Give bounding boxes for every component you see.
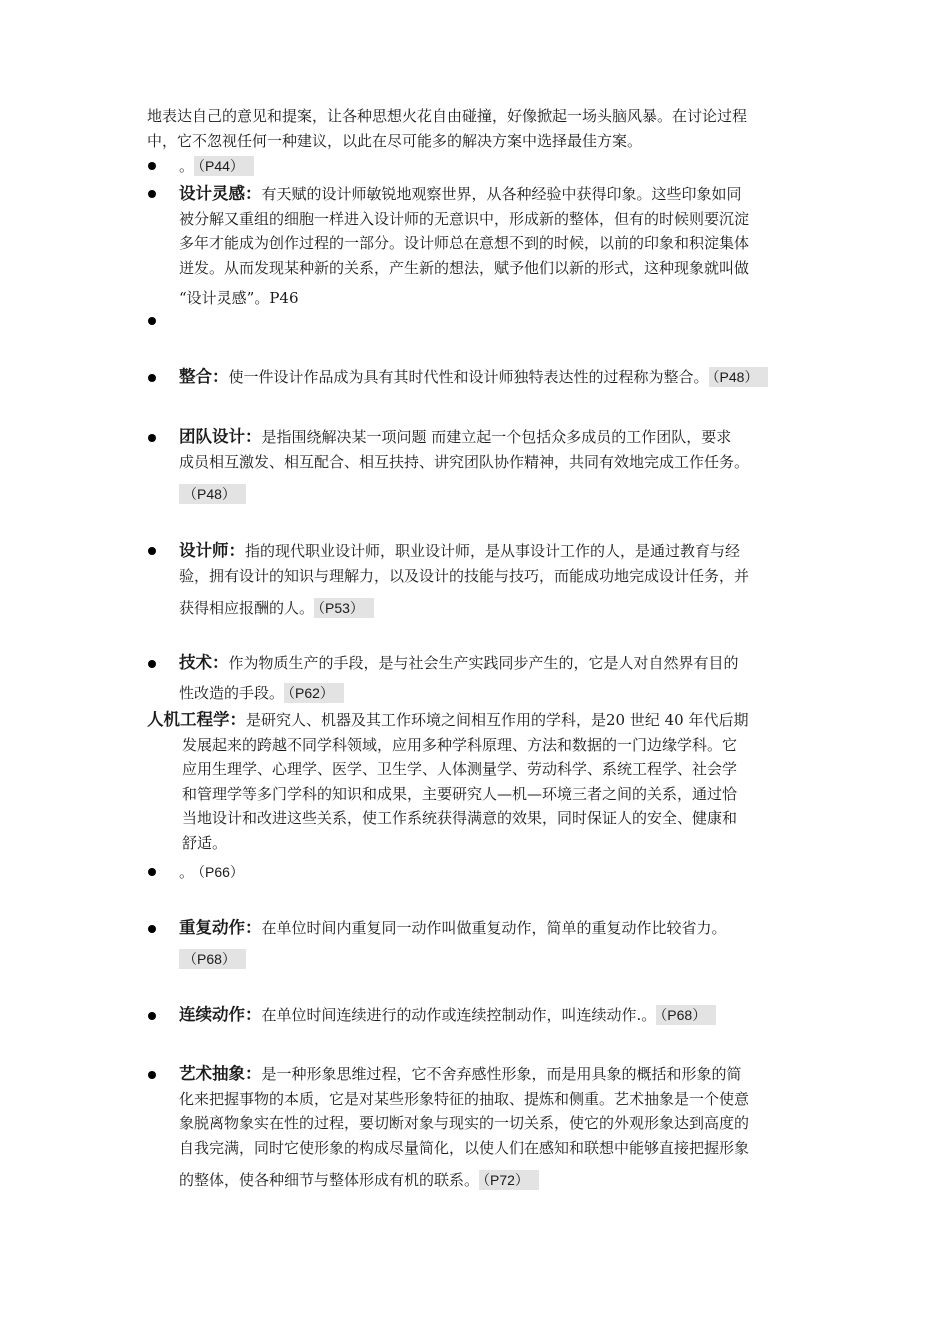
bullet-icon (148, 190, 156, 198)
page-ref: （P62） (284, 683, 344, 703)
definition-line: 是一种形象思维过程，它不舍弃感性形象，而是用具象的概括和形象的简 (261, 1065, 742, 1083)
definition-line: 在单位时间内重复同一动作叫做重复动作，简单的重复动作比较省力。 (261, 919, 727, 937)
definition-line: 的整体，使各种细节与整体形成有机的联系。 (179, 1171, 480, 1189)
item-ergonomics (147, 708, 748, 855)
bullet-icon (148, 434, 156, 442)
item-technology (179, 651, 739, 705)
definition-line: 化来把握事物的本质，它是对某些形象特征的抽取、提炼和侧重。艺术抽象是一个使意 (179, 1089, 750, 1108)
term-heading: 整合： (179, 367, 229, 386)
term-heading: 人机工程学： (147, 710, 246, 729)
bullet-icon (148, 1012, 156, 1020)
intro-line-1: 地表达自己的意见和提案，让各种思想火花自由碰撞，好像掀起一场头脑风暴。在讨论过程 (147, 107, 748, 125)
definition-line: 被分解又重组的细胞一样进入设计师的无意识中，形成新的整体，但有的时候则要沉淀 (179, 209, 750, 228)
definition-line: 和管理学等多门学科的知识和成果，主要研究人—机—环境三者之间的关系，通过恰 (182, 784, 738, 803)
bullet-icon (148, 547, 156, 555)
definition-line: 作为物质生产的手段，是与社会生产实践同步产生的，它是人对自然界有目的 (228, 654, 739, 672)
bullet-icon (148, 660, 156, 668)
item-continuous-action (179, 1003, 716, 1028)
intro-paragraph (147, 104, 747, 153)
item-art-abstraction (179, 1062, 749, 1193)
bullet-icon (148, 868, 156, 876)
intro-line-2: 中，它不忽视任何一种建议，以此在尽可能多的解决方案中选择最佳方案。 (147, 131, 643, 150)
definition-line: 在单位时间连续进行的动作或连续控制动作，叫连续动作.。 (261, 1006, 657, 1024)
item-team-design (179, 425, 749, 507)
page-ref: （P68） (656, 1005, 716, 1025)
page-ref: （P48） (709, 367, 769, 387)
term-heading: 团队设计： (179, 427, 262, 446)
definition-line: 应用生理学、心理学、医学、卫生学、人体测量学、劳动科学、系统工程学、社会学 (182, 760, 738, 778)
definition-line: 有天赋的设计师敏锐地观察世界，从各种经验中获得印象。这些印象如同 (261, 185, 742, 203)
page-ref: （P68） (179, 949, 246, 969)
item-repeat-action (179, 916, 727, 971)
term-heading: 设计师： (179, 541, 245, 560)
page-ref: （P44） (194, 156, 254, 176)
bullet-icon (148, 374, 156, 382)
term-heading: 技术： (179, 653, 229, 672)
item-p44-text: 。 (179, 157, 195, 175)
definition-line: “设计灵感”。P46 (179, 289, 299, 307)
definition-line: 舒适。 (182, 833, 228, 852)
definition-line: 是研究人、机器及其工作环境之间相互作用的学科，是20 世纪 40 年代后期 (246, 711, 749, 729)
bullet-icon (148, 162, 156, 170)
definition-line: 性改造的手段。 (179, 683, 285, 702)
definition-line: 指的现代职业设计师，职业设计师，是从事设计工作的人，是通过教育与经 (245, 542, 741, 560)
page-ref: （P48） (179, 484, 246, 504)
bullet-icon (148, 925, 156, 933)
page-ref: （P66） (194, 862, 254, 882)
definition-line: 发展起来的跨越不同学科领域，应用多种学科原理、方法和数据的一门边缘学科。它 (182, 735, 738, 754)
definition-line: 迸发。从而发现某种新的关系，产生新的想法，赋予他们以新的形式，这种现象就叫做 (179, 258, 750, 277)
page-ref: （P53） (314, 598, 374, 618)
bullet-icon (148, 1071, 156, 1079)
definition-line: 验，拥有设计的知识与理解力，以及设计的技能与技巧，而能成功地完成设计任务，并 (179, 566, 750, 585)
item-integration (179, 365, 768, 390)
definition-line: 使一件设计作品成为具有其时代性和设计师独特表达性的过程称为整合。 (228, 368, 709, 386)
term-heading: 重复动作： (179, 918, 262, 937)
page-ref: （P72） (479, 1170, 539, 1190)
definition-line: 多年才能成为创作过程的一部分。设计师总在意想不到的时候，以前的印象和积淀集体 (179, 234, 750, 252)
definition-line: 成员相互激发、相互配合、相互扶持、讲究团队协作精神，共同有效地完成工作任务。 (179, 452, 750, 471)
bullet-icon (148, 317, 156, 325)
definition-line: 是指围绕解决某一项问题 而建立起一个包括众多成员的工作团队，要求 (261, 428, 732, 446)
definition-line: 象脱离物象实在性的过程，要切断对象与现实的一切关系，使它的外观形象达到高度的 (179, 1114, 750, 1132)
definition-line: 当地设计和改进这些关系，使工作系统获得满意的效果，同时保证人的安全、健康和 (182, 809, 738, 827)
item-designer (179, 539, 749, 621)
item-p66-text: 。 (179, 863, 195, 881)
definition-line: 获得相应报酬的人。 (179, 599, 315, 617)
term-heading: 连续动作： (179, 1005, 262, 1024)
item-p44 (179, 154, 254, 179)
term-heading: 艺术抽象： (179, 1064, 262, 1083)
item-p66 (179, 860, 254, 885)
term-heading: 设计灵感： (179, 184, 262, 203)
definition-line: 自我完满，同时它使形象的构成尽量简化，以使人们在感知和联想中能够直接把握形象 (179, 1138, 750, 1157)
item-design-inspiration (179, 182, 749, 311)
